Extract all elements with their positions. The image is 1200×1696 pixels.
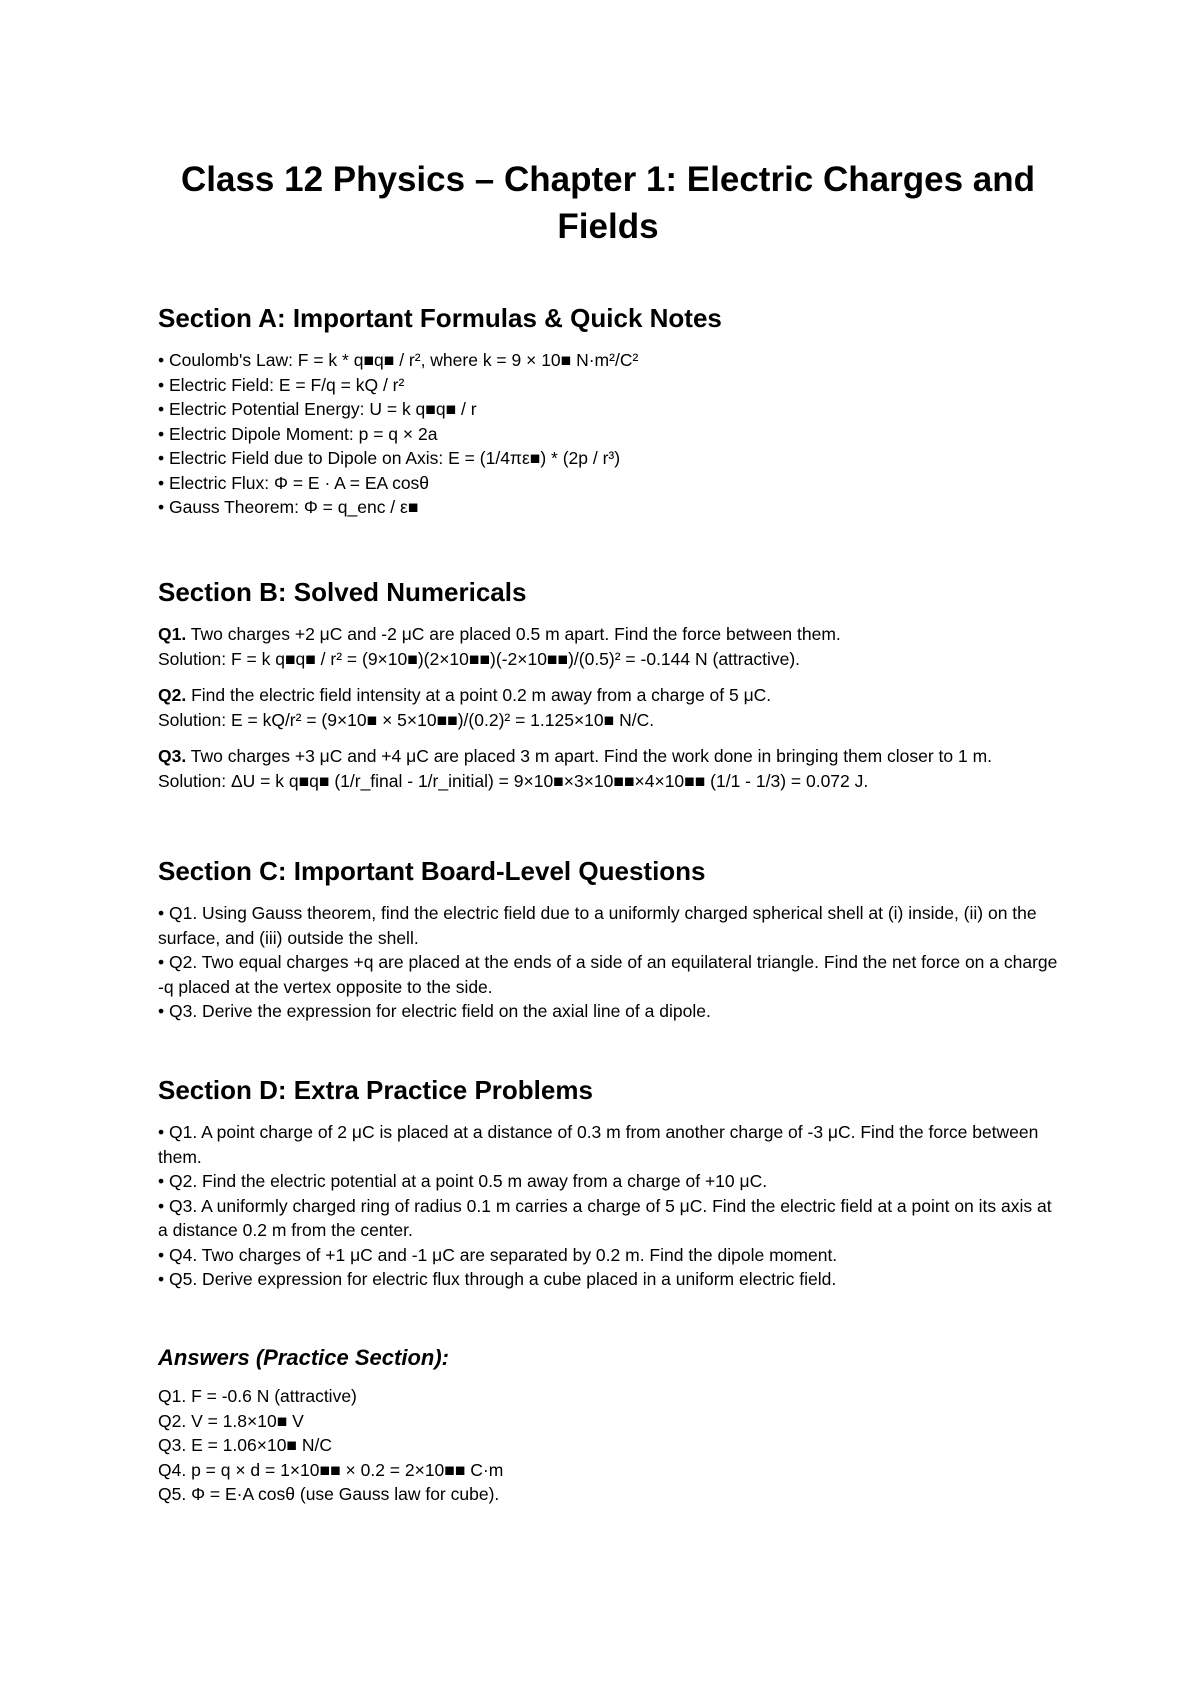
problem-number: Q1. [158, 624, 187, 644]
section-c-heading: Section C: Important Board-Level Questions [158, 856, 706, 886]
list-item: Q5. Φ = E·A cosθ (use Gauss law for cube). [158, 1484, 500, 1504]
section-c [158, 855, 1058, 1024]
list-item: • Gauss Theorem: Φ = q_enc / ε■ [158, 497, 419, 517]
problem-question [158, 622, 1058, 647]
question-text: Two charges +3 μC and +4 μC are placed 3 m apart. Find the work done in bringing them closer to 1 m. [190, 746, 993, 766]
list-item: • Q2. Find the electric potential at a point 0.5 m away from a charge of +10 μC. [158, 1171, 768, 1191]
list-item: Q2. V = 1.8×10■ V [158, 1410, 304, 1431]
answer-list [158, 1384, 1058, 1507]
list-item: • Q3. A uniformly charged ring of radius 0.1 m carries a charge of 5 μC. Find the electric field at a point on its axis at a distance 0.2 m from the center. [158, 1195, 1052, 1240]
list-item: • Electric Field due to Dipole on Axis: E = (1/4πε■) * (2p / r³) [158, 448, 621, 468]
list-item: • Coulomb's Law: F = k * q■q■ / r², where k = 9 × 10■ N·m²/C² [158, 350, 639, 370]
problem-solution: Solution: E = kQ/r² = (9×10■ × 5×10■■)/(0.2)² = 1.125×10■ N/C. [158, 709, 655, 730]
list-item: • Q1. A point charge of 2 μC is placed at a distance of 0.3 m from another charge of -3 μC. Find the force between them. [158, 1122, 1039, 1167]
answers-section [158, 1344, 1058, 1507]
problem-question [158, 683, 1058, 708]
section-d-heading: Section D: Extra Practice Problems [158, 1075, 593, 1105]
question-text: Two charges +2 μC and -2 μC are placed 0.5 m apart. Find the force between them. [190, 624, 841, 644]
answers-heading: Answers (Practice Section): [158, 1345, 449, 1370]
problem-solution: Solution: ΔU = k q■q■ (1/r_final - 1/r_initial) = 9×10■×3×10■■×4×10■■ (1/1 - 1/3) = 0.072 J. [158, 770, 869, 791]
list-item: • Q5. Derive expression for electric flux through a cube placed in a uniform electric field. [158, 1269, 837, 1289]
problem-question [158, 744, 1058, 769]
problem-number: Q2. [158, 685, 187, 705]
list-item: • Electric Potential Energy: U = k q■q■ / r [158, 399, 477, 419]
question-text: Find the electric field intensity at a point 0.2 m away from a charge of 5 μC. [191, 685, 772, 705]
formula-list [158, 348, 1058, 520]
solved-problem [158, 744, 1058, 793]
list-item: • Electric Flux: Φ = E · A = EA cosθ [158, 472, 430, 493]
list-item: • Electric Field: E = F/q = kQ / r² [158, 374, 405, 395]
list-item: • Q1. Using Gauss theorem, find the electric field due to a uniformly charged spherical shell at (i) inside, (ii) on the surface, and (iii) outside the shell. [158, 903, 1037, 948]
list-item: • Q3. Derive the expression for electric field on the axial line of a dipole. [158, 1001, 711, 1021]
list-item: • Q2. Two equal charges +q are placed at the ends of a side of an equilateral triangle. Find the net force on a charge -q placed at the vertex opposite to the side. [158, 952, 1058, 997]
list-item: Q4. p = q × d = 1×10■■ × 0.2 = 2×10■■ C·m [158, 1459, 504, 1480]
list-item: • Q4. Two charges of +1 μC and -1 μC are separated by 0.2 m. Find the dipole moment. [158, 1244, 838, 1265]
list-item: • Electric Dipole Moment: p = q × 2a [158, 423, 438, 444]
solved-problem [158, 622, 1058, 671]
page-title: Class 12 Physics – Chapter 1: Electric Charges and Fields [181, 160, 1035, 246]
section-a [158, 302, 1058, 520]
board-question-list [158, 901, 1058, 1024]
section-b-heading: Section B: Solved Numericals [158, 577, 527, 607]
problem-solution: Solution: F = k q■q■ / r² = (9×10■)(2×10■■)(-2×10■■)/(0.5)² = -0.144 N (attractive). [158, 648, 801, 669]
section-b [158, 576, 1058, 805]
section-a-heading: Section A: Important Formulas & Quick Notes [158, 303, 722, 333]
list-item: Q3. E = 1.06×10■ N/C [158, 1435, 333, 1455]
solved-problem [158, 683, 1058, 732]
problem-number: Q3. [158, 746, 187, 766]
section-d [158, 1074, 1058, 1292]
list-item: Q1. F = -0.6 N (attractive) [158, 1386, 357, 1406]
practice-problem-list [158, 1120, 1058, 1292]
